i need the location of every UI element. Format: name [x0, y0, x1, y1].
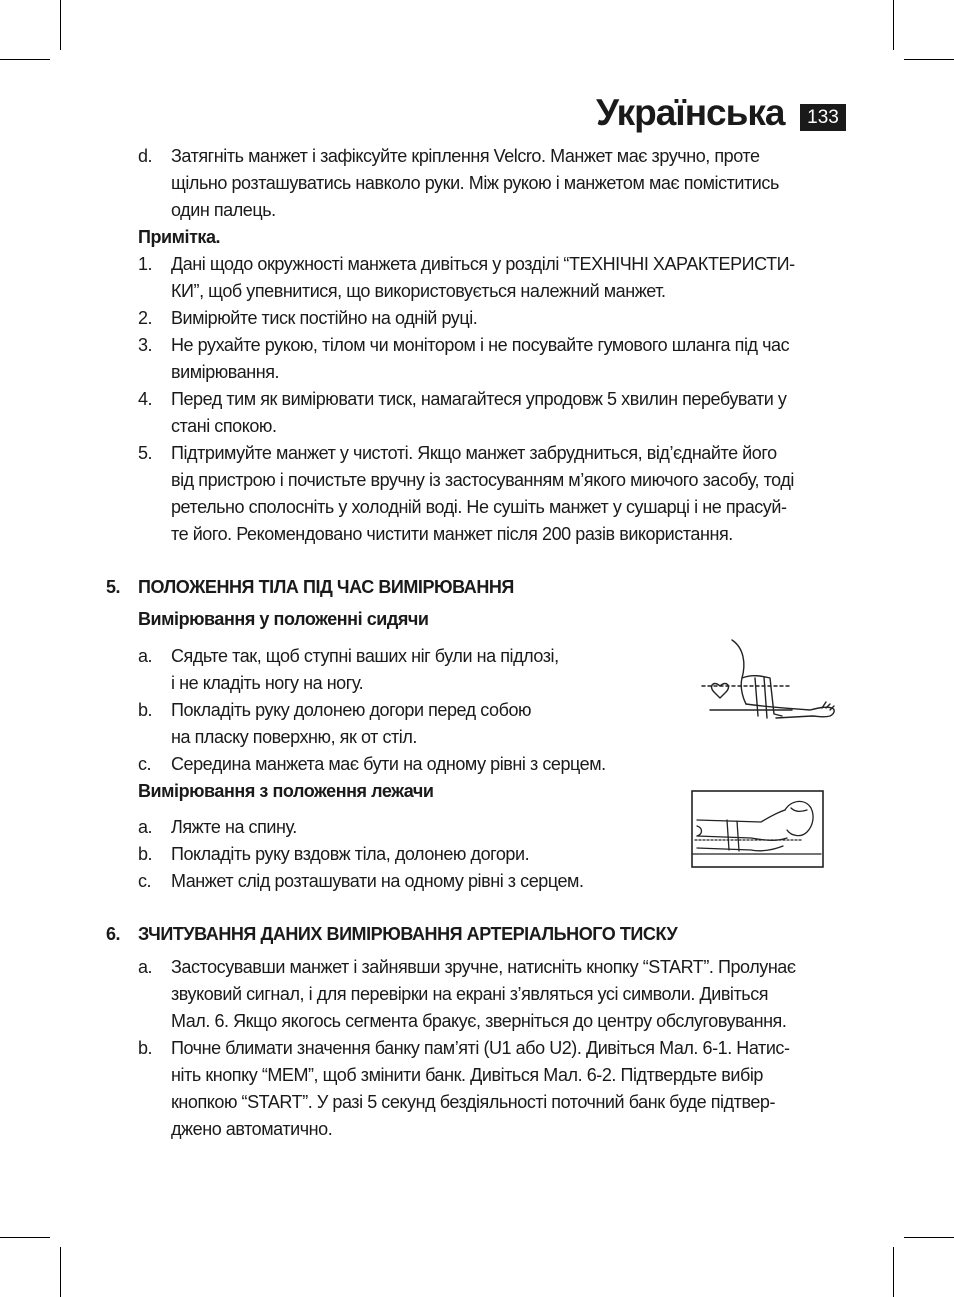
- crop-mark: [893, 1247, 894, 1297]
- note-item-text: Підтримуйте манжет у чистоті. Якщо манжет забрудниться, від’єднайте його: [171, 443, 777, 463]
- crop-mark: [0, 59, 50, 60]
- lying-item-marker: c.: [138, 871, 152, 891]
- page-title: Українська: [596, 92, 785, 133]
- crop-mark: [904, 1237, 954, 1238]
- reading-item-marker: a.: [138, 957, 153, 977]
- lying-item-text: Ляжте на спину.: [171, 817, 297, 837]
- note-item-marker: 3.: [138, 335, 153, 355]
- note-item-text: Не рухайте рукою, тілом чи монітором і не посувайте гумового шланга під час: [171, 335, 790, 355]
- note-heading: Примітка.: [138, 227, 221, 247]
- sitting-item-text: Сядьте так, щоб ступні ваших ніг були на підлозі,: [171, 646, 559, 666]
- sitting-position-illustration: [700, 636, 845, 728]
- lying-position-illustration: [691, 790, 824, 868]
- reading-item-text: кнопкою “START”. У разі 5 секунд бездіяльності поточний банк буде підтвер-: [171, 1092, 776, 1112]
- lying-item-marker: a.: [138, 817, 153, 837]
- sitting-item-text: Покладіть руку долонею догори перед собою: [171, 700, 532, 720]
- reading-item-marker: b.: [138, 1038, 153, 1058]
- crop-mark: [60, 0, 61, 50]
- reading-item-text: Почне блимати значення банку пам’яті (U1 або U2). Дивіться Мал. 6-1. Натис-: [171, 1038, 790, 1058]
- reading-item-text: звуковий сигнал, і для перевірки на екрані з’являться усі символи. Дивіться: [171, 984, 769, 1004]
- sitting-item-text: на пласку поверхню, як от стіл.: [171, 727, 417, 747]
- crop-mark: [60, 1247, 61, 1297]
- note-item-text: вимірювання.: [171, 362, 280, 382]
- section-title: ПОЛОЖЕННЯ ТІЛА ПІД ЧАС ВИМІРЮВАННЯ: [138, 577, 514, 597]
- lying-item-marker: b.: [138, 844, 153, 864]
- sitting-item-marker: c.: [138, 754, 152, 774]
- crop-mark: [0, 1237, 50, 1238]
- note-item-text: стані спокою.: [171, 416, 277, 436]
- note-item-text: Дані щодо окружності манжета дивіться у розділі “ТЕХНІЧНІ ХАРАКТЕРИСТИ-: [171, 254, 795, 274]
- reading-item-text: ніть кнопку “MEM”, щоб змінити банк. Дивіться Мал. 6-2. Підтвердьте вибір: [171, 1065, 763, 1085]
- crop-mark: [893, 0, 894, 50]
- note-item-marker: 2.: [138, 308, 153, 328]
- sitting-item-text: і не кладіть ногу на ногу.: [171, 673, 364, 693]
- note-item-text: Вимірюйте тиск постійно на одній руці.: [171, 308, 478, 328]
- page-number-badge: 133: [800, 104, 846, 131]
- list-item-text: один палець.: [171, 200, 276, 220]
- list-item-text: Затягніть манжет і зафіксуйте кріплення Velcro. Манжет має зручно, проте: [171, 146, 760, 166]
- note-item-text: ретельно сполосніть у холодній воді. Не сушіть манжет у сушарці і не прасуй-: [171, 497, 787, 517]
- note-item-marker: 1.: [138, 254, 153, 274]
- list-item-marker: d.: [138, 146, 153, 166]
- lying-item-text: Покладіть руку вздовж тіла, долонею догори.: [171, 844, 530, 864]
- note-item-text: Перед тим як вимірювати тиск, намагайтеся упродовж 5 хвилин перебувати у: [171, 389, 787, 409]
- section-number: 5.: [106, 577, 121, 597]
- note-item-text: те його. Рекомендовано чистити манжет після 200 разів використання.: [171, 524, 733, 544]
- list-item-text: щільно розташуватись навколо руки. Між рукою і манжетом має поміститись: [171, 173, 779, 193]
- note-item-text: від пристрою і почистьте вручну із застосуванням м’якого миючого засобу, тоді: [171, 470, 794, 490]
- sitting-item-marker: a.: [138, 646, 153, 666]
- sitting-item-marker: b.: [138, 700, 153, 720]
- crop-mark: [904, 59, 954, 60]
- section-number: 6.: [106, 924, 121, 944]
- lying-item-text: Манжет слід розташувати на одному рівні з серцем.: [171, 871, 584, 891]
- subsection-heading: Вимірювання з положення лежачи: [138, 781, 434, 801]
- reading-item-text: Мал. 6. Якщо якогось сегмента бракує, зверніться до центру обслуговування.: [171, 1011, 787, 1031]
- subsection-heading: Вимірювання у положенні сидячи: [138, 609, 429, 629]
- note-item-marker: 4.: [138, 389, 153, 409]
- reading-item-text: джено автоматично.: [171, 1119, 333, 1139]
- section-title: ЗЧИТУВАННЯ ДАНИХ ВИМІРЮВАННЯ АРТЕРІАЛЬНОГО ТИСКУ: [138, 924, 678, 944]
- note-item-marker: 5.: [138, 443, 153, 463]
- sitting-item-text: Середина манжета має бути на одному рівні з серцем.: [171, 754, 606, 774]
- reading-item-text: Застосувавши манжет і зайнявши зручне, натисніть кнопку “START”. Пролунає: [171, 957, 796, 977]
- note-item-text: КИ”, щоб упевнитися, що використовується належний манжет.: [171, 281, 666, 301]
